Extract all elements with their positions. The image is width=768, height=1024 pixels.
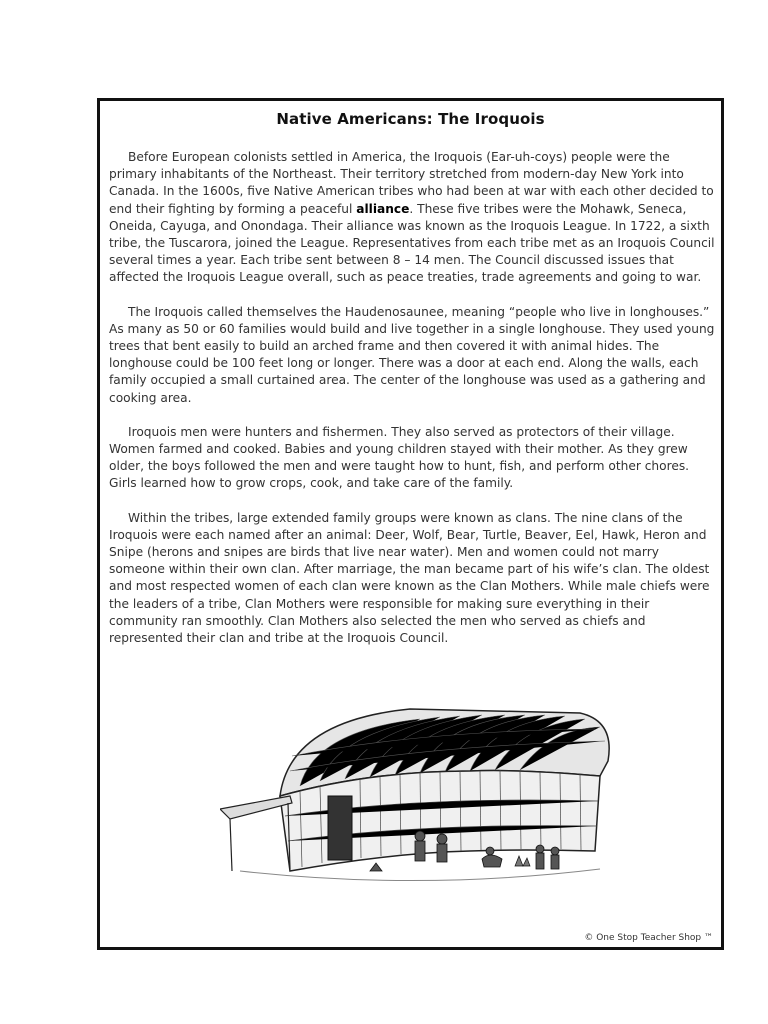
paragraph-4: Within the tribes, large extended family groups were known as clans. The nine clans of the Iroquois were each named after an animal: Deer, Wolf, Bear, Turtle, Beaver, Eel, Hawk, Heron and Snipe (herons and snipes are birds that live near water). Men and women could not marry someone within their own clan. After marriage, the man became part of his wife’s clan. The oldest and most respected women of each clan were known as the Clan Mothers. While male chiefs were the leaders of a tribe, Clan Mothers were responsible for making sure everything in their community ran smoothly. Clan Mothers also selected the men who served as chiefs and represented their clan and tribe at the Iroquois Council. — [109, 510, 710, 646]
article-body — [109, 149, 715, 664]
bold-term-alliance: alliance — [356, 201, 410, 216]
paragraph-3: Iroquois men were hunters and fishermen. They also served as protectors of their village. Women farmed and cooked. Babies and young children stayed with their mother. As they grew older, the boys followed the men and were taught how to hunt, fish, and perform other chores. Girls learned how to grow crops, cook, and take care of the family. — [109, 424, 690, 491]
worksheet-page — [97, 98, 724, 950]
longhouse-illustration — [220, 701, 620, 896]
paragraph-2: The Iroquois called themselves the Haudenosaunee, meaning “people who live in longhouses.” As many as 50 or 60 families would build and live together in a single longhouse. They used young trees that bent easily to build an arched frame and then covered it with animal hides. The longhouse could be 100 feet long or longer. There was a door at each end. Along the walls, each family occupied a small curtained area. The center of the longhouse was used as a gathering and cooking area. — [109, 304, 715, 405]
paragraph-1 — [109, 149, 715, 287]
paragraph-1-part-b: . These five tribes were the Mohawk, Seneca, Oneida, Cayuga, and Onondaga. Their alliance was known as the Iroquois League. In 1722, a sixth tribe, the Tuscarora, joined the League. Representatives from each tribe met as an Iroquois Council several times a year. Each tribe sent between 8 – 14 men. The Council discussed issues that affected the Iroquois League overall, such as peace treaties, trade agreements and going to war. — [109, 201, 715, 285]
page-title: Native Americans: The Iroquois — [276, 110, 545, 128]
paragraph-1-part-a: Before European colonists settled in America, the Iroquois (Ear-uh-coys) people were the primary inhabitants of the Northeast. Their territory stretched from modern-day New York into Canada. In the 1600s, five Native American tribes who had been at war with each other decided to end their fighting by forming a peaceful — [109, 150, 714, 216]
copyright-notice: © One Stop Teacher Shop ™ — [584, 933, 713, 943]
